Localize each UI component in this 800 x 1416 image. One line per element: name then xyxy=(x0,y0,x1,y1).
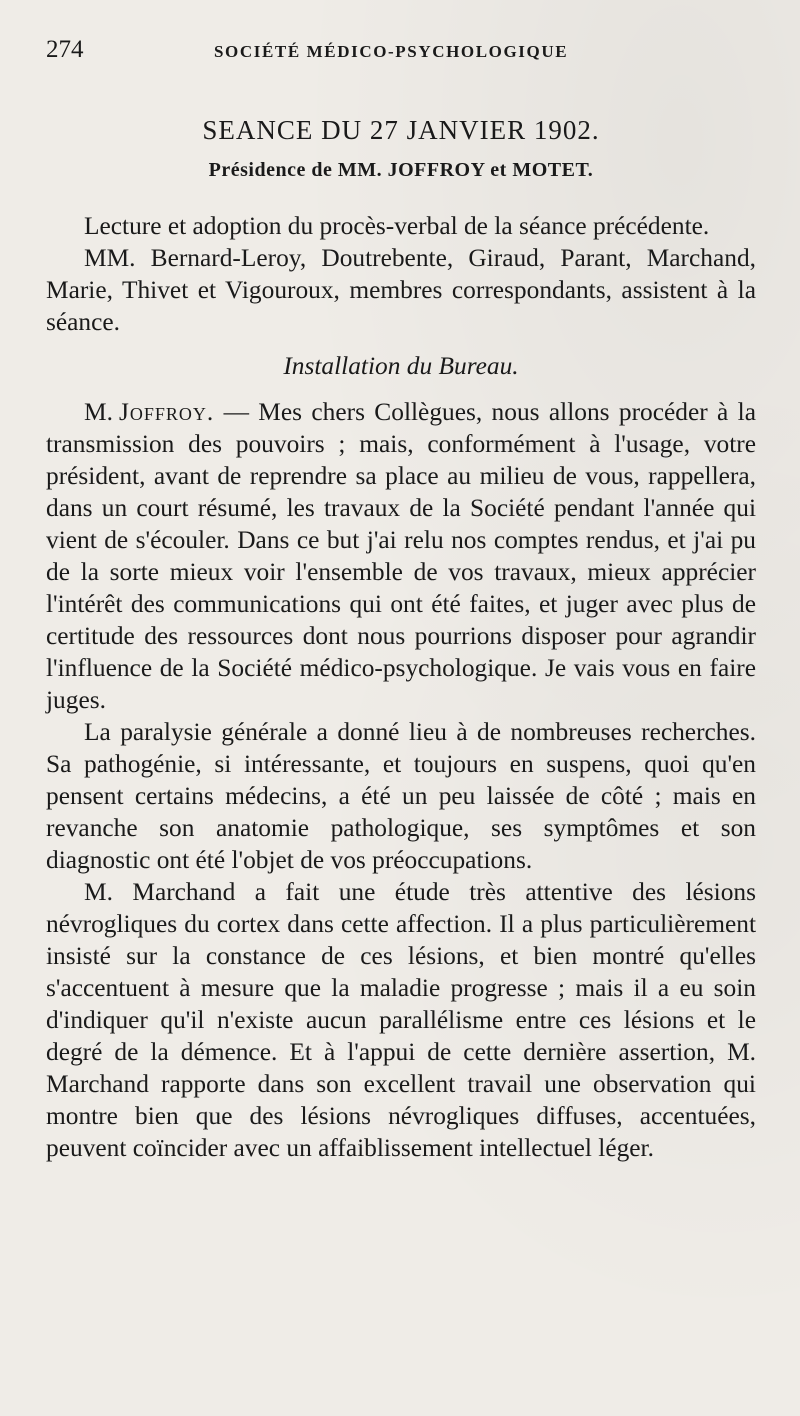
page-body xyxy=(46,112,756,1164)
journal-title: SOCIÉTÉ MÉDICO-PSYCHOLOGIQUE xyxy=(214,42,569,61)
paragraph-minutes: Lecture et adoption du procès-verbal de la séance précédente. xyxy=(84,212,710,240)
session-title: SEANCE DU 27 JANVIER 1902. xyxy=(202,115,600,145)
speaker-name: Joffroy. xyxy=(118,398,215,426)
paragraph-attendance: MM. Bernard-Leroy, Doutrebente, Giraud, Parant, Marchand, Marie, Thivet et Vigouroux, membres correspondants, assistent à la séance. xyxy=(46,244,756,336)
speech-text: — Mes chers Collègues, nous allons procéder à la transmission des pouvoirs ; mais, conformément à l'usage, votre président, avant de reprendre sa place au milieu de vous, rappellera, dans un court résumé, les travaux de la Société pendant l'année qui vient de s'écouler. Dans ce but j'ai relu nos comptes rendus, et j'ai pu de la sorte mieux voir l'ensemble de vos travaux, mieux apprécier l'intérêt des communications qui ont été faites, et juger avec plus de certitude des ressources dont nous pourrions disposer pour agrandir l'influence de la Société médico-psychologique. Je vais vous en faire juges. xyxy=(46,398,756,714)
paragraph-speech-opening xyxy=(46,396,756,716)
page-number: 274 xyxy=(46,36,84,63)
paragraph-general-paralysis: La paralysie générale a donné lieu à de nombreuses recherches. Sa pathogénie, si intéressante, et toujours en suspens, quoi qu'en pensent certains médecins, a été un peu laissée de côté ; mais en revanche son anatomie pathologique, ses symptômes et son diagnostic ont été l'objet de vos préoccupations. xyxy=(46,718,756,874)
paragraph-marchand: M. Marchand a fait une étude très attentive des lésions névrogliques du cortex dans cette affection. Il a plus particulièrement insisté sur la constance de ces lésions, et bien montré qu'elles s'accentuent à mesure que la maladie progresse ; mais il a eu soin d'indiquer qu'il n'existe aucun parallélisme entre ces lésions et le degré de la démence. Et à l'appui de cette dernière assertion, M. Marchand rapporte dans son excellent travail une observation qui montre bien que des lésions névrogliques diffuses, accentuées, peuvent coïncider avec un affaiblissement intellectuel léger. xyxy=(46,878,756,1162)
speaker-prefix: M. xyxy=(84,398,113,426)
running-header xyxy=(46,36,754,66)
presidency-line: Présidence de MM. JOFFROY et MOTET. xyxy=(208,159,594,181)
section-heading: Installation du Bureau. xyxy=(283,352,519,380)
